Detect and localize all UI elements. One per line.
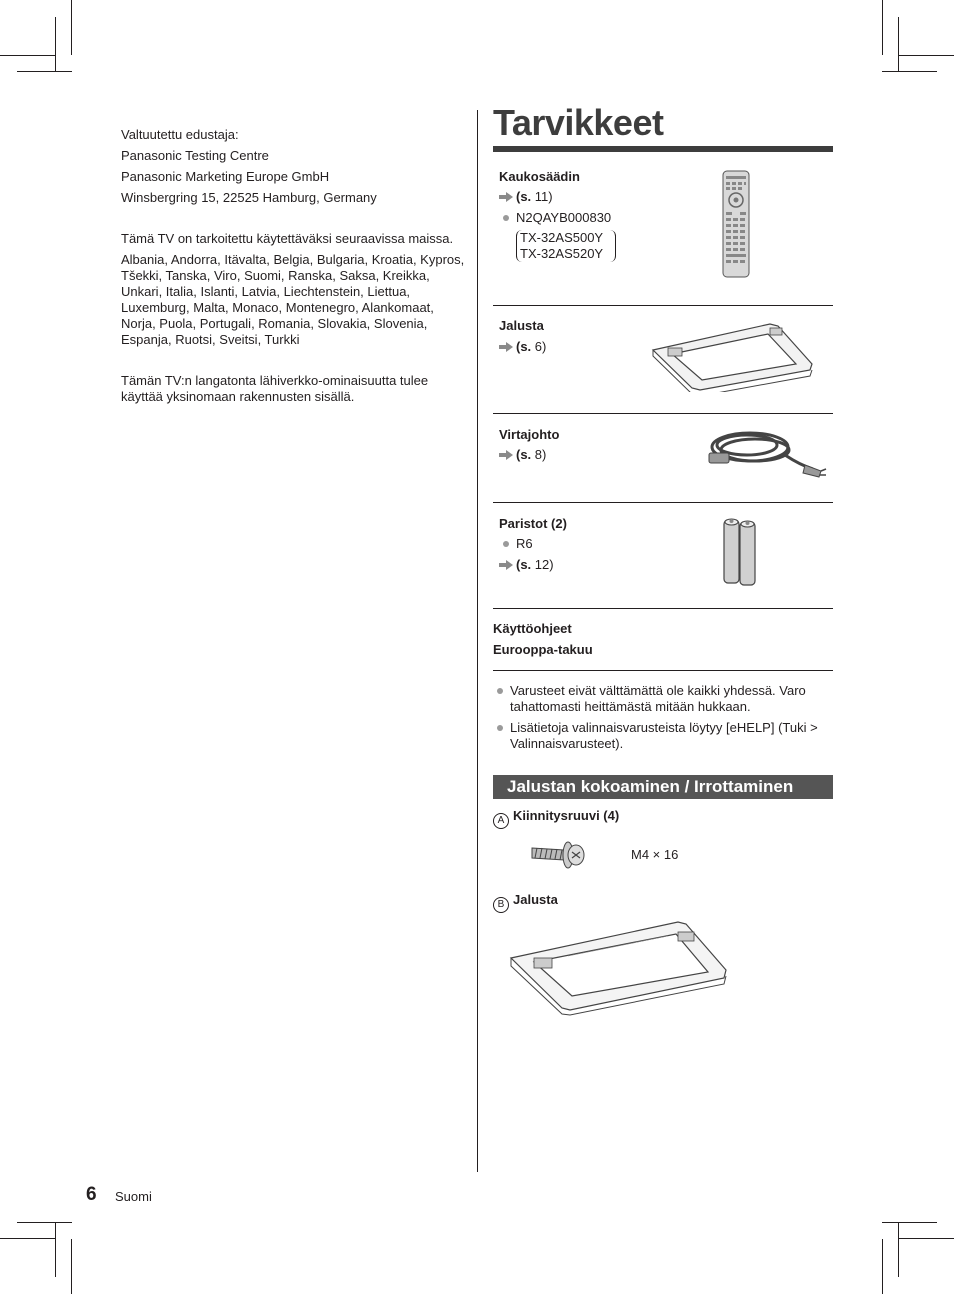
ref-page: 6) [534,339,547,354]
tv-models-bracket [516,230,616,262]
remote-model: N2QAYB000830 [516,210,612,225]
stand-ref [499,339,546,354]
left-column [121,127,466,405]
divider [493,305,833,306]
crop-mark [0,1238,55,1239]
tv-model-2: TX-32AS520Y [520,246,604,261]
rep-line-1: Panasonic Testing Centre [121,148,269,163]
note-item [494,720,834,752]
bullet-icon [503,541,509,547]
batteries-label: Paristot (2) [499,516,567,531]
stand-image [650,320,815,392]
crop-mark [71,1239,72,1294]
screw-image [530,838,586,872]
divider [493,608,833,609]
crop-mark [55,17,56,72]
section-heading: Jalustan kokoaminen / Irrottaminen [493,775,833,799]
warranty-label: Eurooppa-takuu [493,642,593,657]
batteries-image [722,516,758,586]
part-a-label [493,808,619,829]
arrow-right-icon [499,450,513,460]
footer-language: Suomi [115,1189,152,1204]
batteries-type: R6 [516,536,533,551]
page-number: 6 [86,1184,97,1205]
batteries-type-line [499,536,533,551]
stand-label: Jalusta [499,318,544,333]
part-a-text: Kiinnitysruuvi (4) [513,808,620,823]
notes-list [494,683,834,752]
cord-label: Virtajohto [499,427,560,442]
remote-ref [499,189,553,204]
rep-line-3: Winsbergring 15, 22525 Hamburg, Germany [121,190,377,205]
ref-prefix: (s. [516,339,532,354]
note-text: Lisätietoja valinnaisvarusteista löytyy [eHELP] (Tuki > Valinnaisvarusteet). [510,720,818,751]
screw-size: M4 × 16 [631,847,679,862]
crop-mark [55,1222,56,1277]
crop-mark [882,71,937,72]
circled-letter-b: B [493,897,509,913]
page-title: Tarvikkeet [493,102,664,143]
remote-label: Kaukosäädin [499,169,580,184]
rep-label: Valtuutettu edustaja: [121,127,239,142]
bullet-icon [497,725,503,731]
crop-mark [882,0,883,55]
part-b-text: Jalusta [513,892,558,907]
wlan-note: Tämän TV:n langatonta lähiverkko-ominaisuutta tulee käyttää yksinomaan rakennusten sisällä. [121,373,429,404]
batteries-ref [499,557,554,572]
cord-ref [499,447,546,462]
divider [493,413,833,414]
crop-mark [882,1239,883,1294]
crop-mark [17,71,72,72]
note-item [494,683,834,715]
arrow-right-icon [499,560,513,570]
crop-mark [0,55,55,56]
crop-mark [898,17,899,72]
note-text: Varusteet eivät välttämättä ole kaikki yhdessä. Varo tahattomasti heittämästä mitään hukkaan. [510,683,806,714]
column-divider [477,110,478,1172]
manual-label: Käyttöohjeet [493,621,572,636]
power-cord-image [705,425,827,483]
remote-control-image [722,170,750,278]
rep-line-2: Panasonic Marketing Europe GmbH [121,169,330,184]
divider [493,670,833,671]
circled-letter-a: A [493,813,509,829]
ref-prefix: (s. [516,189,532,204]
crop-mark [882,1222,937,1223]
ref-page: 8) [534,447,547,462]
tv-model-1: TX-32AS500Y [520,230,604,245]
ref-page: 12) [534,557,554,572]
part-b-label [493,892,558,913]
crop-mark [17,1222,72,1223]
ref-prefix: (s. [516,557,532,572]
countries-intro: Tämä TV on tarkoitettu käytettäväksi seuraavissa maissa. [121,231,454,246]
crop-mark [898,1222,899,1277]
crop-mark [899,55,954,56]
crop-mark [899,1238,954,1239]
ref-page: 11) [534,189,553,204]
crop-mark [71,0,72,55]
remote-model-line [499,210,611,225]
bullet-icon [497,688,503,694]
bullet-icon [503,215,509,221]
stand-assembly-image [508,920,730,1016]
arrow-right-icon [499,192,513,202]
arrow-right-icon [499,342,513,352]
ref-prefix: (s. [516,447,532,462]
title-underline [493,146,833,152]
divider [493,502,833,503]
countries-list: Albania, Andorra, Itävalta, Belgia, Bulgaria, Kroatia, Kypros, Tšekki, Tanska, Viro, Suomi, Ranska, Saksa, Kreikka, Unkari, Italia, Islanti, Latvia, Liechtenstein, Liettua, Luxemburg, Malta, Monaco, Montenegro, Alankomaat, Norja, Puola, Portugali, Romania, Slovakia, Slovenia, Espanja, Ruotsi, Sveitsi, Turkki [121,252,465,347]
